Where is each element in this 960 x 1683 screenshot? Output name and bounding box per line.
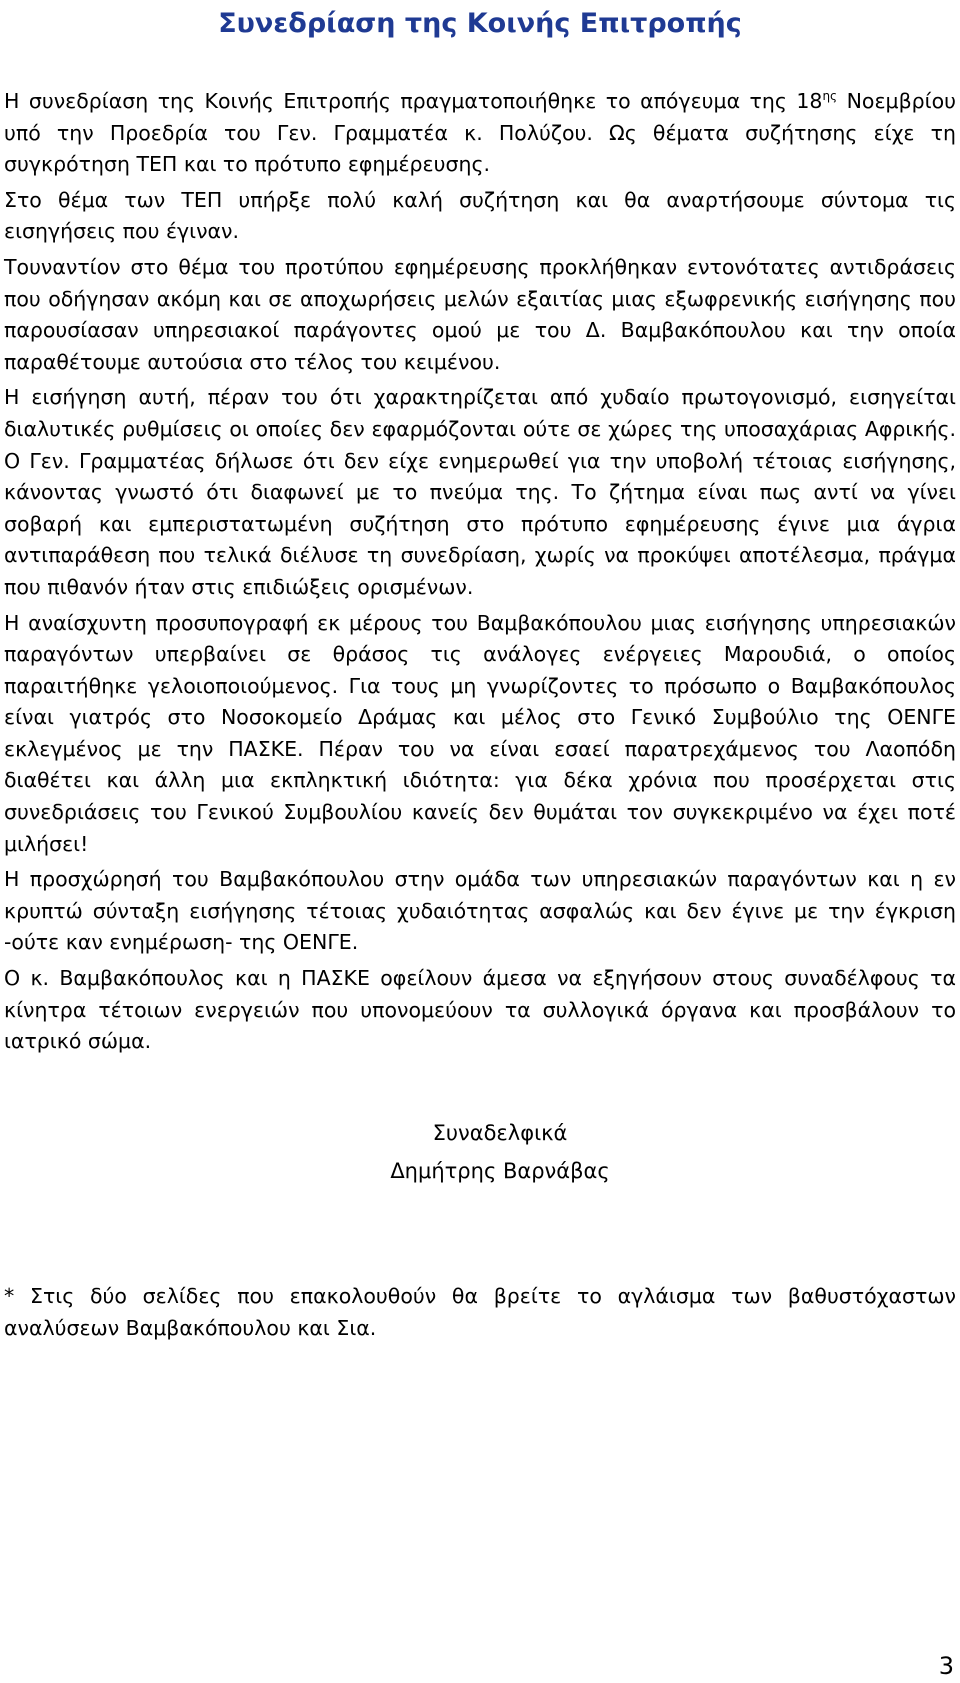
paragraph-text: Η συνεδρίαση της Κοινής Επιτροπής πραγματοποιήθηκε το απόγευμα της 18 [4,89,823,113]
footnote: * Στις δύο σελίδες που επακολουθούν θα βρείτε το αγλάισμα των βαθυστόχαστων αναλύσεων Βαμβακόπουλου και Σια. [4,1283,956,1340]
document-body [4,86,956,1058]
ordinal-suffix: ης [822,89,838,104]
page-title: Συνεδρίαση της Κοινής Επιτροπής [218,8,742,39]
signature-name: Δημήτρης Βαρνάβας [390,1158,610,1183]
document-page [4,0,956,1344]
paragraph-meeting-intro [4,86,956,181]
paragraph-proposal-critique: Η εισήγηση αυτή, πέραν του ότι χαρακτηρίζεται από χυδαίο πρωτογονισμό, εισηγείται διαλυτικές ρυθμίσεις οι οποίες δεν εφαρμόζονται ούτε σε χώρες της υποσαχάριας Αφρικής. Ο Γεν. Γραμματέας δήλωσε ότι δεν είχε ενημερωθεί για την υποβολή τέτοιας εισήγησης, κάνοντας γνωστό ότι διαφωνεί με το πνεύμα της. Το ζήτημα είναι πως αντί να γίνει σοβαρή και εμπεριστατωμένη συζήτηση στο πρότυπο εφημέρευσης έγινε μια άγρια αντιπαράθεση που τελικά διέλυσε τη συνεδρίαση, χωρίς να προκύψει αποτέλεσμα, πράγμα που πιθανόν ήταν στις επιδιώξεις ορισμένων. [4,385,956,599]
signature-block [4,1114,956,1190]
page-number: 3 [938,1652,954,1680]
paragraph-tep-topic: Στο θέμα των ΤΕΠ υπήρξε πολύ καλή συζήτηση και θα αναρτήσουμε σύντομα τις εισηγήσεις που έγιναν. [4,187,956,244]
paragraph-text: Νοεμβρίου υπό την Προεδρία του Γεν. Γραμματέα κ. Πολύζου. Ως θέματα συζήτησης είχε τη συγκρότηση ΤΕΠ και το πρότυπο εφημέρευσης. [4,89,956,177]
paragraph-unapproved-proposal: Η προσχώρησή του Βαμβακόπουλου στην ομάδα των υπηρεσιακών παραγόντων και η εν κρυπτώ σύνταξη εισήγησης τέτοιας χυδαιότητας ασφαλώς και δεν έγινε με την έγκριση -ούτε καν ενημέρωση- της ΟΕΝΓΕ. [4,867,956,955]
paragraph-demand-explanation: Ο κ. Βαμβακόπουλος και η ΠΑΣΚΕ οφείλουν άμεσα να εξηγήσουν στους συναδέλφους τα κίνητρα τέτοιων ενεργειών που υπονομεύουν τα συλλογικά όργανα και προσβάλουν το ιατρικό σώμα. [4,966,956,1054]
signature-closing: Συναδελφικά [432,1120,568,1145]
paragraph-cosigning-critique: Η αναίσχυντη προσυπογραφή εκ μέρους του Βαμβακόπουλου μιας εισήγησης υπηρεσιακών παραγόντων υπερβαίνει σε θράσος τις ανάλογες ενέργειες Μαρουδιά, ο οποίος παραιτήθηκε γελοιοποιούμενος. Για τους μη γνωρίζοντες το πρόσωπο ο Βαμβακόπουλος είναι γιατρός στο Νοσοκομείο Δράμας και μέλος στο Γενικό Συμβούλιο της ΟΕΝΓΕ εκλεγμένος με την ΠΑΣΚΕ. Πέραν του να είναι εσαεί παρατρεχάμενος του Λαοπόδη διαθέτει και άλλη μια εκπληκτική ιδιότητα: για δέκα χρόνια που προσέρχεται στις συνεδριάσεις του Γενικού Συμβουλίου κανείς δεν θυμάται τον συγκεκριμένο να έχει ποτέ μιλήσει! [4,610,956,856]
paragraph-shift-model-reactions: Τουναντίον στο θέμα του προτύπου εφημέρευσης προκλήθηκαν εντονότατες αντιδράσεις που οδήγησαν ακόμη και σε αποχωρήσεις μελών εξαιτίας μιας εξωφρενικής εισήγησης που παρουσίασαν υπηρεσιακοί παράγοντες ομού με του Δ. Βαμβακόπουλου και την οποία παραθέτουμε αυτούσια στο τέλος του κειμένου. [4,254,956,374]
